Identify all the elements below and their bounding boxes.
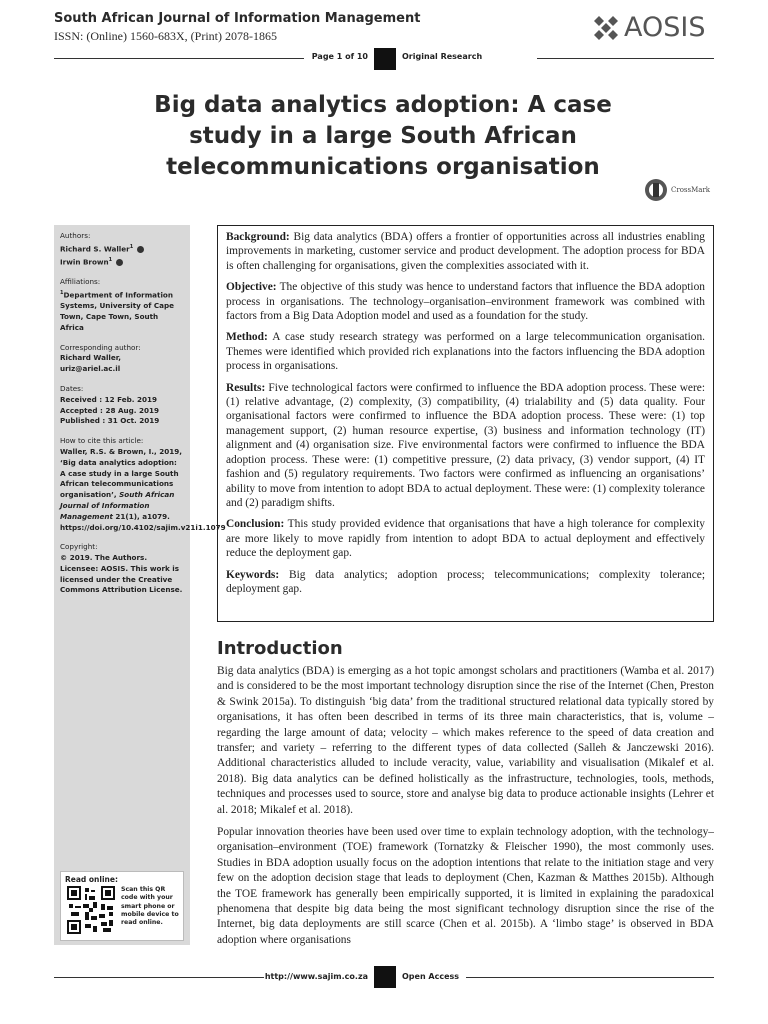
section-label: Results: xyxy=(226,381,266,394)
abstract-results xyxy=(226,381,705,511)
section-label: Method: xyxy=(226,331,268,344)
date-received: Received : 12 Feb. 2019 xyxy=(60,394,157,404)
corresponding-email[interactable]: uriz@ariel.ac.il xyxy=(60,364,121,374)
affiliations-block xyxy=(60,277,184,333)
divider xyxy=(54,58,304,59)
body-paragraph: Big data analytics (BDA) is emerging as a hot topic amongst scholars and practitioners (Wamba et al. 2017) and is considered to be the most important technology disruption since the rise of the Internet (Chen, Preston & Swink 2015a). To distinguish ‘big data’ from the traditional structured relational data typically stored by organisations, it has often been described in terms of its three main characteristics, that is, volume – regarding the large amount of data; velocity – which makes reference to the speed of data creation and transfer; and variety – referring to the different types of data collected (Salleh & Janczewski 2016). Additional characteristics alluded to include veracity, value, variability and visualisation (Mikalef et al. 2018). Big data analytics can be defined holistically as the infrastructure, technologies, tools, methods, techniques and processes used to source, store and analyse big data to produce actionable insights (Lehrer et al. 2018; Mikalef et al. 2018). xyxy=(217,665,714,816)
aosis-logo-icon xyxy=(592,14,620,42)
copyright-text: © 2019. The Authors. Licensee: AOSIS. This work is licensed under the Creative Commons Attribution License. xyxy=(60,553,183,595)
section-label: Conclusion: xyxy=(226,518,285,531)
author-1 xyxy=(60,242,184,255)
journal-url-link[interactable]: http://www.sajim.co.za xyxy=(264,972,368,981)
author-name: Irwin Brown xyxy=(60,257,109,267)
affiliation-sup: 1 xyxy=(129,243,134,250)
article-title: Big data analytics adoption: A case study in a large South African telecommunications organisation xyxy=(154,92,612,180)
open-access-label: Open Access xyxy=(402,972,460,981)
dates-block xyxy=(60,384,184,427)
affiliation-text xyxy=(60,288,184,334)
section-heading-introduction: Introduction xyxy=(217,638,343,659)
abstract-keywords xyxy=(226,568,705,597)
crossmark-icon xyxy=(644,178,668,202)
read-online-label: Read online: xyxy=(65,875,118,884)
dates-label: Dates: xyxy=(60,383,84,393)
divider xyxy=(54,977,264,978)
section-text: Big data analytics; adoption process; telecommunications; complexity tolerance; deployment gap. xyxy=(226,568,705,595)
abstract-conclusion xyxy=(226,517,705,560)
abstract-objective xyxy=(226,280,705,323)
corresponding-block xyxy=(60,343,184,375)
citation-journal: South African Journal of Information Management xyxy=(60,490,175,521)
section-text: The objective of this study was hence to understand factors that influence the BDA adoption process in organisations. The technology–organisation–environment framework was combined with factors from a Big Data Adoption model and used as a foundation for the study. xyxy=(226,281,705,323)
section-label: Keywords: xyxy=(226,568,280,581)
affiliation-sup: 1 xyxy=(108,256,113,263)
crossmark-label: CrossMark xyxy=(671,186,711,194)
copyright-label: Copyright: xyxy=(60,542,98,552)
article-info-sidebar xyxy=(54,225,226,945)
separator-square xyxy=(374,48,396,70)
logo-text: AOSIS xyxy=(624,12,706,43)
article-type: Original Research xyxy=(402,52,483,61)
section-label: Background: xyxy=(226,231,290,243)
copyright-block xyxy=(60,542,184,596)
abstract-method xyxy=(226,330,705,373)
citation-authors-title: Waller, R.S. & Brown, I., 2019, ‘Big data analytics adoption: A case study in a large South African telecommunications organisation’, xyxy=(60,446,182,500)
orcid-icon[interactable] xyxy=(116,259,123,266)
crossmark-badge[interactable] xyxy=(644,178,710,202)
date-published: Published : 31 Oct. 2019 xyxy=(60,416,160,426)
corresponding-name: Richard Waller, xyxy=(60,353,121,363)
page-bar xyxy=(54,48,714,70)
abstract-background xyxy=(226,230,705,273)
divider xyxy=(466,977,714,978)
section-text: A case study research strategy was performed on a large telecommunication organisation. Themes were identified which provided rich explanations into the factors influencing the BDA adoption process in organisations. xyxy=(226,331,706,373)
section-text: Five technological factors were confirmed to influence the BDA adoption process. These were: (1) relative advantage, (2) complexity, (3) compatibility, (4) trialability and (5) data quality. Four organisational factors were confirmed to influence the BDA adoption process. These were: (1) top management support, (2) human resource expertise, (3) business and information technology (IT) alignment and (4) organisation size. Five environmental factors were confirmed to influence the BDA adoption process. These were: (1) competitive pressure, (2) data privacy, (3) vendor support, (4) IT fashion and (5) regulatory requirements. Two factors were confirmed as influencing an organisations’ ability to move from intention to adopt BDA to actual deployment. These were: (1) complexity tolerance and (2) paradigm shifts. xyxy=(226,381,705,509)
affiliation: Department of Information Systems, University of Cape Town, Cape Town, South Africa xyxy=(60,290,175,332)
citation-doi[interactable]: 21(1), a1079. https://doi.org/10.4102/sajim.v21i1.1079 xyxy=(60,511,226,532)
authors-block xyxy=(60,231,184,268)
author-name: Richard S. Waller xyxy=(60,244,130,254)
body-paragraph: Popular innovation theories have been used over time to explain technology adoption, with the technology–organisation–environment (TOE) framework (Tornatzky & Fleischer 1990), the most commonly uses. Studies in BDA adoption usually focus on the adoption intentions that relate to the initiation stage and very few on the adoption decision stage that leads to deployment (Chen, Kazman & Matthes 2015b). Although the TOE framework has generally been empirically supported, it is limited in explaining the paradoxical phenomena that despite big data being the most significant technology disruption since the rise of the Internet, big data deployments are still scarce (Chen et al. 2015b). A ‘limbo stage’ is observed in BDA adoption where organisations xyxy=(217,826,714,946)
page-label: Page 1 of 10 xyxy=(311,52,368,61)
read-online-box xyxy=(60,871,184,941)
date-accepted: Accepted : 28 Aug. 2019 xyxy=(60,405,160,415)
section-text: This study provided evidence that organisations that have a high tolerance for complexity are more likely to move rapidly from intention to adopt BDA to actual deployment and effectively reduce the deployment gap. xyxy=(226,518,705,560)
citation-block xyxy=(60,436,226,533)
page-footer xyxy=(54,966,714,988)
abstract-box xyxy=(217,225,714,622)
citation-text xyxy=(60,446,226,533)
issn: ISSN: (Online) 1560-683X, (Print) 2078-1865 xyxy=(54,29,277,43)
corresponding-label: Corresponding author: xyxy=(60,342,141,352)
author-2 xyxy=(60,255,184,268)
orcid-icon[interactable] xyxy=(137,246,144,253)
section-label: Objective: xyxy=(226,281,277,294)
divider xyxy=(537,58,714,59)
journal-name: South African Journal of Information Management xyxy=(54,11,421,26)
qr-code-icon[interactable] xyxy=(67,886,115,934)
authors-label: Authors: xyxy=(60,231,91,240)
publisher-logo[interactable] xyxy=(592,12,714,44)
separator-square xyxy=(374,966,396,988)
cite-label: How to cite this article: xyxy=(60,436,144,446)
affiliations-label: Affiliations: xyxy=(60,277,101,287)
affiliation-sup: 1 xyxy=(60,289,64,296)
section-text: Big data analytics (BDA) offers a frontier of opportunities across all industries enabling improvements in marketing, customer service and product development. The adoption process for BDA is often challenging for organisations, given the complexities associated with it. xyxy=(226,231,705,272)
read-online-text: Scan this QR code with your smart phone or mobile device to read online. xyxy=(121,886,179,927)
